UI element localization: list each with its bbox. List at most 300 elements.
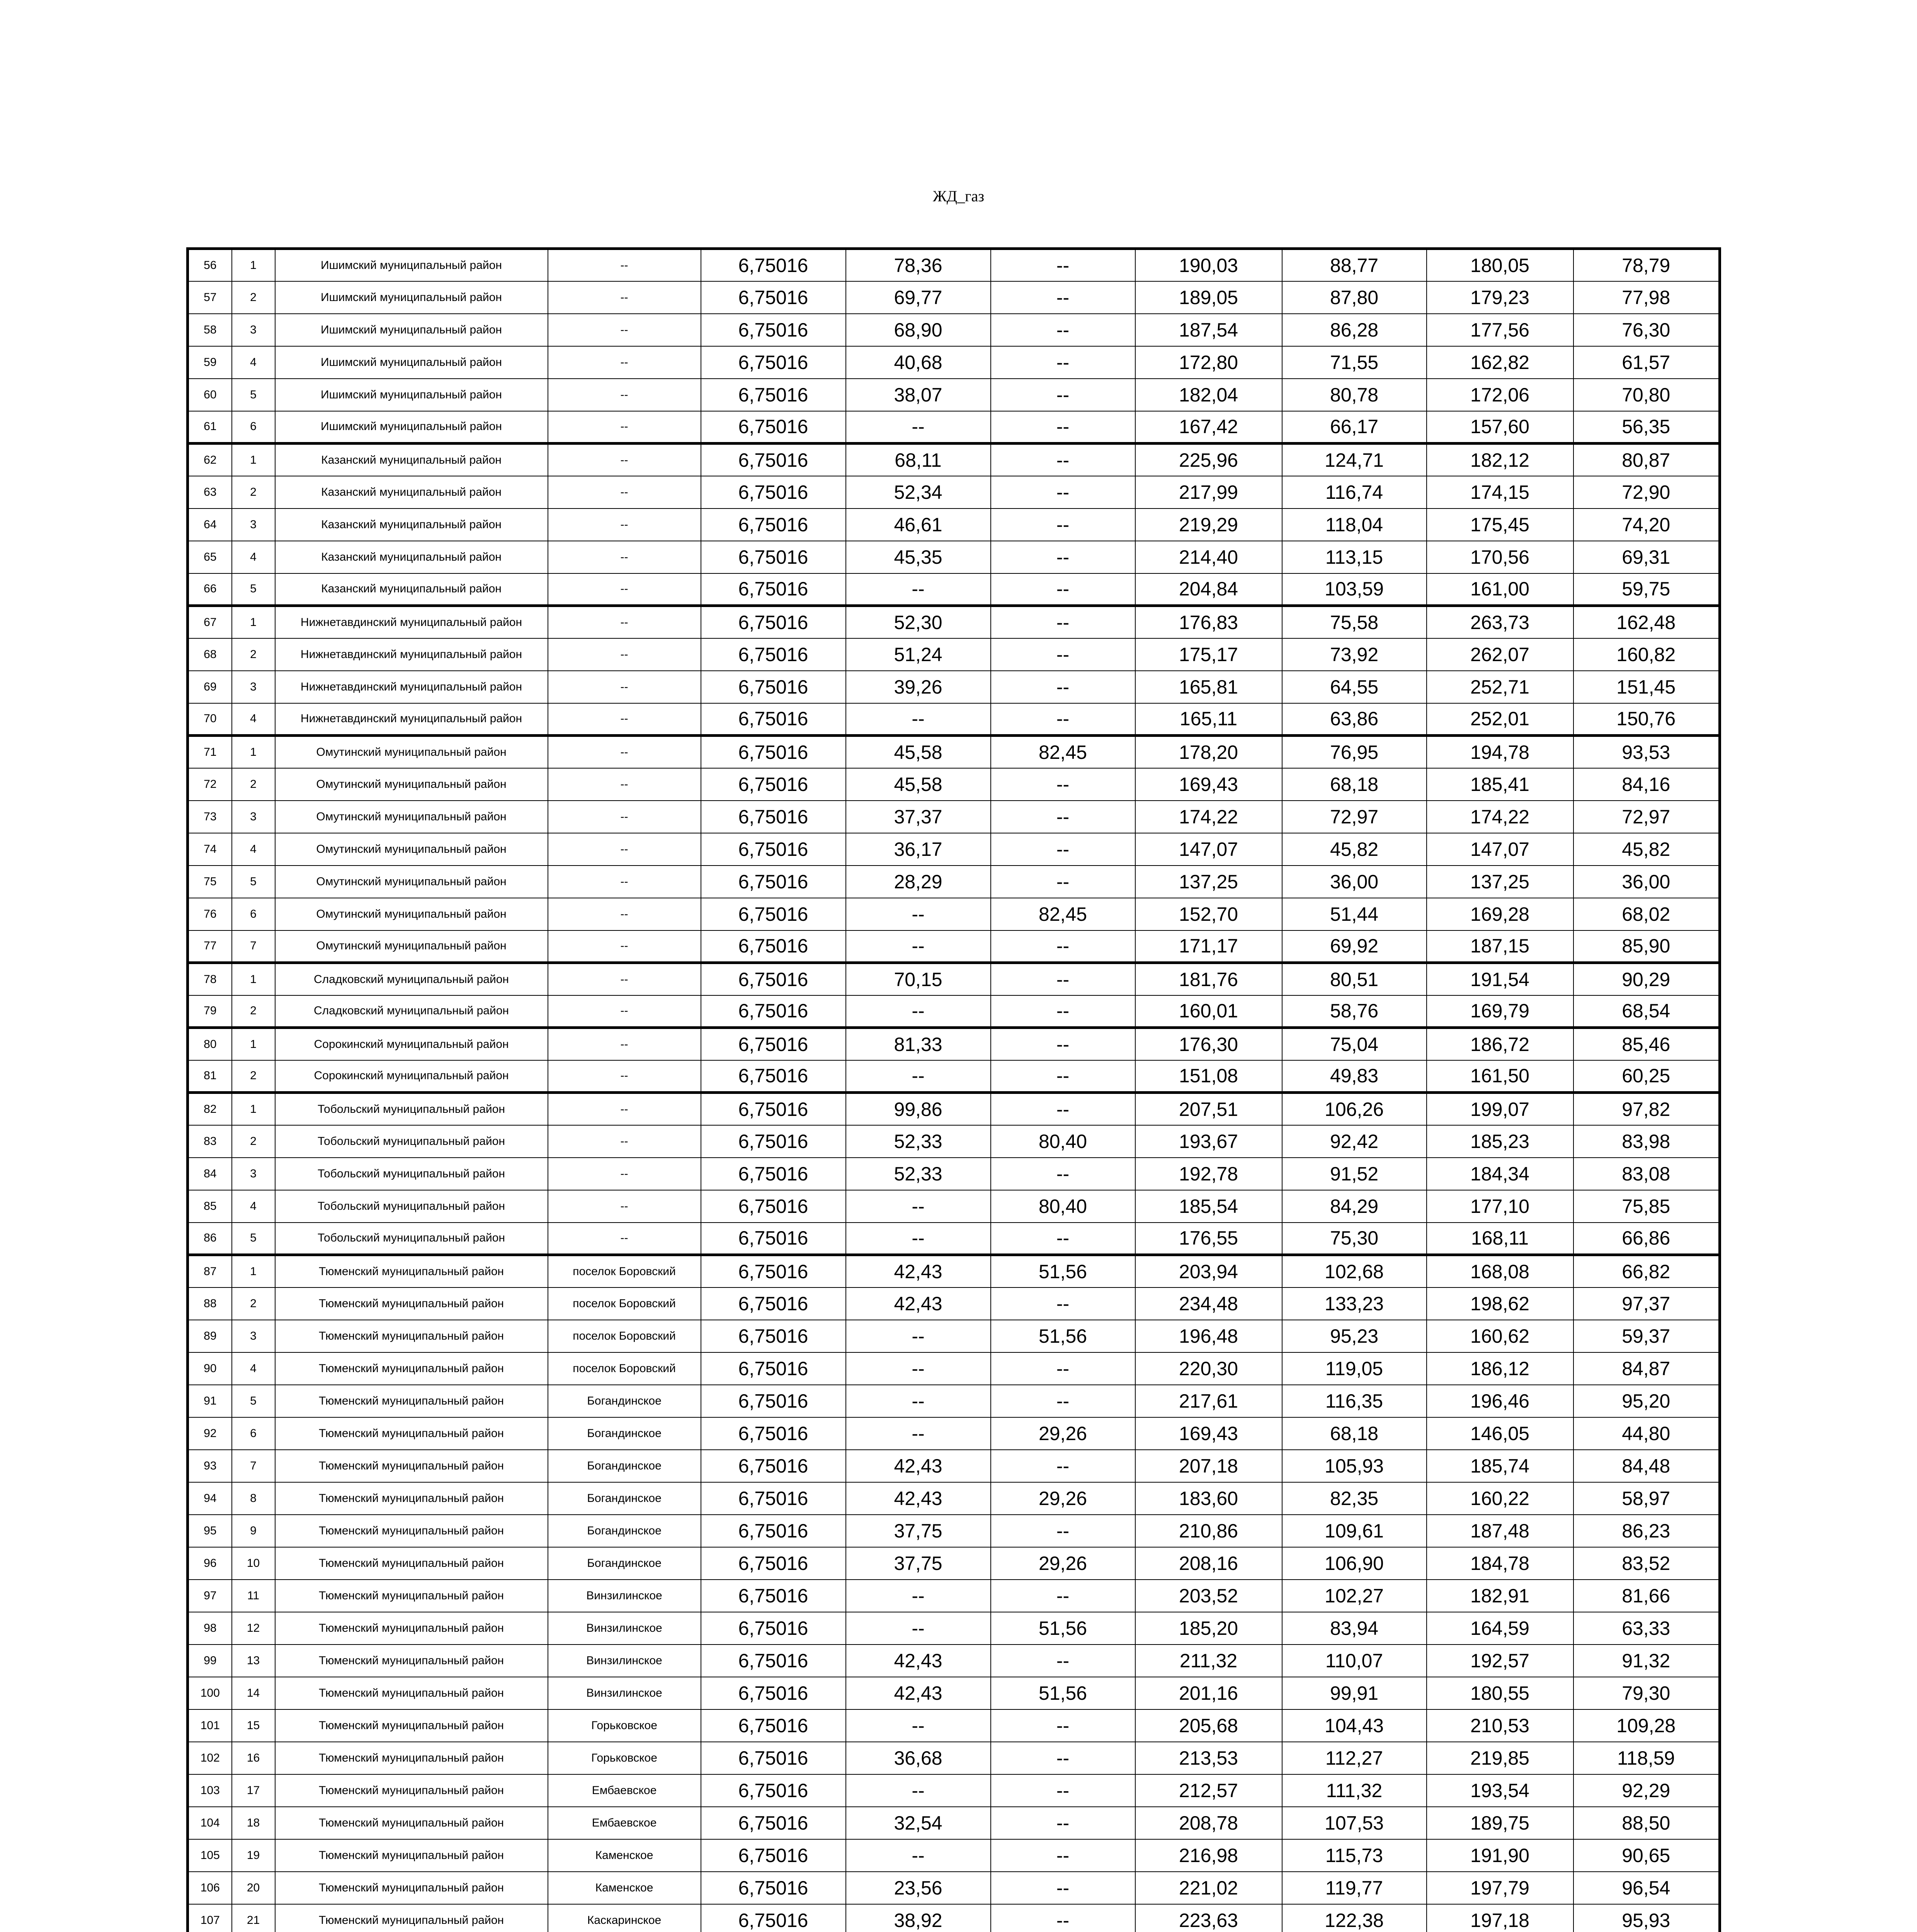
cell-district-name: Тюменский муниципальный район (275, 1547, 548, 1580)
cell-value-2: -- (991, 703, 1135, 736)
cell-value-4: 103,59 (1282, 573, 1427, 606)
cell-value-2: 29,26 (991, 1417, 1135, 1450)
cell-settlement-name: -- (548, 541, 701, 573)
cell-value-3: 189,05 (1135, 281, 1282, 314)
cell-row-number: 63 (188, 476, 232, 509)
cell-value-4: 106,90 (1282, 1547, 1427, 1580)
cell-value-4: 80,51 (1282, 963, 1427, 995)
cell-value-6: 45,82 (1573, 833, 1720, 866)
cell-value-6: 84,16 (1573, 768, 1720, 801)
table-row (188, 1482, 1720, 1515)
cell-district-name: Тобольский муниципальный район (275, 1125, 548, 1158)
cell-row-number: 56 (188, 249, 232, 281)
cell-value-4: 45,82 (1282, 833, 1427, 866)
cell-value-5: 147,07 (1427, 833, 1573, 866)
cell-value-6: 85,90 (1573, 930, 1720, 963)
cell-value-3: 210,86 (1135, 1515, 1282, 1547)
cell-value-3: 193,67 (1135, 1125, 1282, 1158)
table-row (188, 703, 1720, 736)
cell-value-1: 52,30 (846, 606, 991, 638)
cell-row-number: 99 (188, 1645, 232, 1677)
cell-row-number: 81 (188, 1060, 232, 1093)
cell-value-3: 147,07 (1135, 833, 1282, 866)
cell-group-index: 3 (232, 671, 275, 703)
table-row (188, 1060, 1720, 1093)
cell-rate-value: 6,75016 (701, 1060, 846, 1093)
cell-value-3: 205,68 (1135, 1709, 1282, 1742)
cell-group-index: 14 (232, 1677, 275, 1709)
cell-settlement-name: -- (548, 1223, 701, 1255)
cell-district-name: Тобольский муниципальный район (275, 1190, 548, 1223)
cell-group-index: 4 (232, 541, 275, 573)
cell-group-index: 8 (232, 1482, 275, 1515)
cell-value-1: -- (846, 1320, 991, 1352)
cell-group-index: 5 (232, 866, 275, 898)
cell-value-2: -- (991, 1287, 1135, 1320)
cell-settlement-name: Богандинское (548, 1417, 701, 1450)
cell-value-4: 69,92 (1282, 930, 1427, 963)
cell-settlement-name: Ембаевское (548, 1774, 701, 1807)
cell-value-1: 51,24 (846, 638, 991, 671)
cell-value-2: -- (991, 995, 1135, 1028)
cell-value-6: 150,76 (1573, 703, 1720, 736)
cell-value-5: 187,15 (1427, 930, 1573, 963)
table-row (188, 476, 1720, 509)
cell-rate-value: 6,75016 (701, 1482, 846, 1515)
cell-value-2: -- (991, 379, 1135, 411)
table-row (188, 1774, 1720, 1807)
cell-value-1: -- (846, 898, 991, 930)
table-row (188, 638, 1720, 671)
cell-value-3: 216,98 (1135, 1839, 1282, 1872)
cell-value-3: 172,80 (1135, 346, 1282, 379)
cell-value-1: -- (846, 1060, 991, 1093)
cell-value-2: -- (991, 1028, 1135, 1060)
cell-district-name: Тюменский муниципальный район (275, 1612, 548, 1645)
cell-district-name: Тюменский муниципальный район (275, 1872, 548, 1904)
cell-value-1: -- (846, 1417, 991, 1450)
table-row (188, 606, 1720, 638)
cell-settlement-name: -- (548, 346, 701, 379)
cell-value-5: 180,05 (1427, 249, 1573, 281)
cell-value-2: -- (991, 768, 1135, 801)
cell-value-6: 160,82 (1573, 638, 1720, 671)
cell-value-5: 174,22 (1427, 801, 1573, 833)
cell-row-number: 73 (188, 801, 232, 833)
cell-settlement-name: -- (548, 995, 701, 1028)
cell-value-2: -- (991, 1450, 1135, 1482)
cell-settlement-name: поселок Боровский (548, 1287, 701, 1320)
table-row (188, 671, 1720, 703)
cell-district-name: Тюменский муниципальный район (275, 1807, 548, 1839)
cell-value-3: 167,42 (1135, 411, 1282, 444)
cell-value-6: 69,31 (1573, 541, 1720, 573)
table-row (188, 379, 1720, 411)
cell-value-5: 174,15 (1427, 476, 1573, 509)
cell-value-1: -- (846, 1774, 991, 1807)
cell-value-1: 37,75 (846, 1515, 991, 1547)
cell-row-number: 106 (188, 1872, 232, 1904)
cell-value-6: 68,02 (1573, 898, 1720, 930)
cell-group-index: 1 (232, 1028, 275, 1060)
table-row (188, 1028, 1720, 1060)
cell-value-5: 168,08 (1427, 1255, 1573, 1287)
cell-value-3: 178,20 (1135, 736, 1282, 768)
cell-value-5: 185,74 (1427, 1450, 1573, 1482)
cell-rate-value: 6,75016 (701, 1677, 846, 1709)
cell-value-4: 84,29 (1282, 1190, 1427, 1223)
table-row (188, 541, 1720, 573)
table-row (188, 995, 1720, 1028)
cell-value-3: 219,29 (1135, 509, 1282, 541)
cell-value-6: 97,37 (1573, 1287, 1720, 1320)
cell-value-2: 51,56 (991, 1255, 1135, 1287)
cell-value-4: 72,97 (1282, 801, 1427, 833)
cell-district-name: Омутинский муниципальный район (275, 833, 548, 866)
cell-settlement-name: -- (548, 1190, 701, 1223)
cell-row-number: 77 (188, 930, 232, 963)
cell-settlement-name: -- (548, 411, 701, 444)
cell-value-3: 165,81 (1135, 671, 1282, 703)
cell-value-2: -- (991, 1093, 1135, 1125)
cell-rate-value: 6,75016 (701, 476, 846, 509)
cell-district-name: Ишимский муниципальный район (275, 346, 548, 379)
cell-group-index: 13 (232, 1645, 275, 1677)
cell-row-number: 80 (188, 1028, 232, 1060)
cell-value-1: 42,43 (846, 1255, 991, 1287)
cell-settlement-name: -- (548, 898, 701, 930)
cell-value-3: 201,16 (1135, 1677, 1282, 1709)
cell-row-number: 66 (188, 573, 232, 606)
cell-value-3: 187,54 (1135, 314, 1282, 346)
cell-settlement-name: поселок Боровский (548, 1320, 701, 1352)
cell-district-name: Нижнетавдинский муниципальный район (275, 671, 548, 703)
cell-settlement-name: Каменское (548, 1872, 701, 1904)
cell-value-6: 72,90 (1573, 476, 1720, 509)
cell-district-name: Омутинский муниципальный район (275, 801, 548, 833)
cell-value-5: 197,18 (1427, 1904, 1573, 1932)
cell-value-6: 95,20 (1573, 1385, 1720, 1417)
cell-settlement-name: Горьковское (548, 1709, 701, 1742)
cell-group-index: 1 (232, 444, 275, 476)
cell-value-5: 198,62 (1427, 1287, 1573, 1320)
cell-value-3: 214,40 (1135, 541, 1282, 573)
cell-value-6: 66,86 (1573, 1223, 1720, 1255)
table-row (188, 1450, 1720, 1482)
cell-value-2: 51,56 (991, 1320, 1135, 1352)
cell-value-6: 36,00 (1573, 866, 1720, 898)
cell-value-4: 116,35 (1282, 1385, 1427, 1417)
cell-value-2: 51,56 (991, 1677, 1135, 1709)
table-row (188, 1580, 1720, 1612)
cell-value-2: -- (991, 1385, 1135, 1417)
cell-rate-value: 6,75016 (701, 1158, 846, 1190)
cell-value-5: 172,06 (1427, 379, 1573, 411)
cell-value-1: -- (846, 1612, 991, 1645)
cell-value-4: 51,44 (1282, 898, 1427, 930)
table-row (188, 1190, 1720, 1223)
cell-value-3: 207,51 (1135, 1093, 1282, 1125)
cell-value-1: 46,61 (846, 509, 991, 541)
cell-value-1: -- (846, 411, 991, 444)
cell-row-number: 64 (188, 509, 232, 541)
cell-group-index: 5 (232, 1385, 275, 1417)
cell-value-2: -- (991, 1223, 1135, 1255)
cell-row-number: 103 (188, 1774, 232, 1807)
cell-rate-value: 6,75016 (701, 281, 846, 314)
cell-rate-value: 6,75016 (701, 346, 846, 379)
cell-rate-value: 6,75016 (701, 736, 846, 768)
cell-district-name: Тюменский муниципальный район (275, 1482, 548, 1515)
cell-value-6: 109,28 (1573, 1709, 1720, 1742)
table-row (188, 1255, 1720, 1287)
cell-value-4: 76,95 (1282, 736, 1427, 768)
cell-group-index: 2 (232, 768, 275, 801)
cell-value-4: 82,35 (1282, 1482, 1427, 1515)
cell-settlement-name: Каскаринское (548, 1904, 701, 1932)
cell-value-6: 84,87 (1573, 1352, 1720, 1385)
cell-value-3: 204,84 (1135, 573, 1282, 606)
cell-group-index: 7 (232, 930, 275, 963)
cell-value-3: 212,57 (1135, 1774, 1282, 1807)
cell-settlement-name: Богандинское (548, 1385, 701, 1417)
cell-value-5: 162,82 (1427, 346, 1573, 379)
cell-value-3: 165,11 (1135, 703, 1282, 736)
cell-rate-value: 6,75016 (701, 1612, 846, 1645)
cell-district-name: Ишимский муниципальный район (275, 281, 548, 314)
cell-value-1: 78,36 (846, 249, 991, 281)
cell-row-number: 74 (188, 833, 232, 866)
table-row (188, 1709, 1720, 1742)
cell-row-number: 85 (188, 1190, 232, 1223)
cell-value-3: 192,78 (1135, 1158, 1282, 1190)
cell-value-6: 90,65 (1573, 1839, 1720, 1872)
cell-value-3: 176,83 (1135, 606, 1282, 638)
cell-value-1: 81,33 (846, 1028, 991, 1060)
cell-value-2: -- (991, 1352, 1135, 1385)
cell-value-1: -- (846, 1839, 991, 1872)
cell-row-number: 88 (188, 1287, 232, 1320)
cell-value-2: -- (991, 281, 1135, 314)
cell-settlement-name: Винзилинское (548, 1677, 701, 1709)
table-row (188, 411, 1720, 444)
cell-value-1: 68,90 (846, 314, 991, 346)
cell-value-5: 252,71 (1427, 671, 1573, 703)
cell-value-3: 137,25 (1135, 866, 1282, 898)
cell-row-number: 94 (188, 1482, 232, 1515)
cell-value-1: -- (846, 1190, 991, 1223)
cell-rate-value: 6,75016 (701, 1093, 846, 1125)
cell-district-name: Тюменский муниципальный район (275, 1320, 548, 1352)
cell-value-2: -- (991, 606, 1135, 638)
cell-district-name: Ишимский муниципальный район (275, 379, 548, 411)
cell-value-2: 29,26 (991, 1482, 1135, 1515)
cell-row-number: 95 (188, 1515, 232, 1547)
cell-value-2: -- (991, 1872, 1135, 1904)
cell-district-name: Тюменский муниципальный район (275, 1255, 548, 1287)
cell-settlement-name: -- (548, 1158, 701, 1190)
cell-district-name: Казанский муниципальный район (275, 509, 548, 541)
cell-value-5: 161,00 (1427, 573, 1573, 606)
cell-rate-value: 6,75016 (701, 833, 846, 866)
cell-value-5: 199,07 (1427, 1093, 1573, 1125)
cell-group-index: 4 (232, 833, 275, 866)
cell-value-4: 124,71 (1282, 444, 1427, 476)
cell-settlement-name: -- (548, 833, 701, 866)
cell-value-4: 75,04 (1282, 1028, 1427, 1060)
table-row (188, 1612, 1720, 1645)
cell-value-4: 80,78 (1282, 379, 1427, 411)
cell-value-2: -- (991, 1709, 1135, 1742)
cell-settlement-name: Винзилинское (548, 1645, 701, 1677)
table-row (188, 1385, 1720, 1417)
cell-row-number: 65 (188, 541, 232, 573)
cell-row-number: 76 (188, 898, 232, 930)
cell-rate-value: 6,75016 (701, 411, 846, 444)
cell-group-index: 4 (232, 1352, 275, 1385)
table-row (188, 1125, 1720, 1158)
table-row (188, 1547, 1720, 1580)
cell-value-6: 80,87 (1573, 444, 1720, 476)
cell-value-2: -- (991, 573, 1135, 606)
cell-group-index: 1 (232, 963, 275, 995)
cell-value-5: 169,79 (1427, 995, 1573, 1028)
cell-value-1: 68,11 (846, 444, 991, 476)
cell-value-6: 59,75 (1573, 573, 1720, 606)
cell-row-number: 100 (188, 1677, 232, 1709)
cell-rate-value: 6,75016 (701, 444, 846, 476)
cell-group-index: 2 (232, 476, 275, 509)
cell-group-index: 3 (232, 509, 275, 541)
cell-value-2: -- (991, 833, 1135, 866)
table-row (188, 573, 1720, 606)
cell-value-4: 115,73 (1282, 1839, 1427, 1872)
cell-value-6: 83,98 (1573, 1125, 1720, 1158)
cell-district-name: Тюменский муниципальный район (275, 1742, 548, 1774)
cell-value-2: -- (991, 1807, 1135, 1839)
cell-group-index: 17 (232, 1774, 275, 1807)
cell-row-number: 78 (188, 963, 232, 995)
cell-row-number: 86 (188, 1223, 232, 1255)
cell-value-4: 87,80 (1282, 281, 1427, 314)
table-row (188, 1807, 1720, 1839)
cell-group-index: 15 (232, 1709, 275, 1742)
cell-settlement-name: -- (548, 281, 701, 314)
cell-value-2: 82,45 (991, 898, 1135, 930)
cell-value-5: 191,54 (1427, 963, 1573, 995)
cell-settlement-name: Винзилинское (548, 1580, 701, 1612)
cell-rate-value: 6,75016 (701, 1450, 846, 1482)
cell-group-index: 1 (232, 249, 275, 281)
cell-value-1: 42,43 (846, 1450, 991, 1482)
cell-value-1: 45,58 (846, 736, 991, 768)
cell-district-name: Тобольский муниципальный район (275, 1223, 548, 1255)
cell-value-1: -- (846, 1709, 991, 1742)
cell-value-3: 211,32 (1135, 1645, 1282, 1677)
cell-settlement-name: Каменское (548, 1839, 701, 1872)
cell-row-number: 107 (188, 1904, 232, 1932)
cell-value-1: -- (846, 930, 991, 963)
cell-row-number: 98 (188, 1612, 232, 1645)
cell-value-6: 60,25 (1573, 1060, 1720, 1093)
cell-settlement-name: -- (548, 801, 701, 833)
cell-group-index: 6 (232, 898, 275, 930)
cell-row-number: 87 (188, 1255, 232, 1287)
cell-group-index: 2 (232, 638, 275, 671)
cell-district-name: Ишимский муниципальный район (275, 314, 548, 346)
cell-value-5: 192,57 (1427, 1645, 1573, 1677)
cell-value-1: 52,34 (846, 476, 991, 509)
cell-value-5: 170,56 (1427, 541, 1573, 573)
cell-value-5: 137,25 (1427, 866, 1573, 898)
cell-value-5: 191,90 (1427, 1839, 1573, 1872)
cell-settlement-name: Богандинское (548, 1515, 701, 1547)
cell-row-number: 60 (188, 379, 232, 411)
cell-row-number: 62 (188, 444, 232, 476)
cell-value-4: 66,17 (1282, 411, 1427, 444)
cell-value-1: 23,56 (846, 1872, 991, 1904)
cell-row-number: 93 (188, 1450, 232, 1482)
cell-value-1: 42,43 (846, 1645, 991, 1677)
cell-row-number: 84 (188, 1158, 232, 1190)
cell-group-index: 19 (232, 1839, 275, 1872)
cell-settlement-name: -- (548, 671, 701, 703)
cell-value-4: 68,18 (1282, 768, 1427, 801)
cell-rate-value: 6,75016 (701, 379, 846, 411)
cell-district-name: Нижнетавдинский муниципальный район (275, 606, 548, 638)
cell-group-index: 2 (232, 1060, 275, 1093)
cell-value-1: 45,58 (846, 768, 991, 801)
cell-value-2: -- (991, 1645, 1135, 1677)
cell-group-index: 2 (232, 995, 275, 1028)
cell-value-4: 36,00 (1282, 866, 1427, 898)
cell-group-index: 9 (232, 1515, 275, 1547)
cell-group-index: 3 (232, 801, 275, 833)
cell-value-6: 93,53 (1573, 736, 1720, 768)
cell-value-3: 225,96 (1135, 444, 1282, 476)
cell-value-6: 76,30 (1573, 314, 1720, 346)
cell-settlement-name: поселок Боровский (548, 1255, 701, 1287)
cell-settlement-name: -- (548, 509, 701, 541)
cell-value-6: 81,66 (1573, 1580, 1720, 1612)
cell-settlement-name: Горьковское (548, 1742, 701, 1774)
cell-district-name: Казанский муниципальный район (275, 476, 548, 509)
cell-group-index: 3 (232, 314, 275, 346)
cell-row-number: 68 (188, 638, 232, 671)
cell-value-6: 92,29 (1573, 1774, 1720, 1807)
cell-value-4: 92,42 (1282, 1125, 1427, 1158)
cell-value-4: 58,76 (1282, 995, 1427, 1028)
cell-value-3: 175,17 (1135, 638, 1282, 671)
cell-value-5: 160,62 (1427, 1320, 1573, 1352)
cell-group-index: 20 (232, 1872, 275, 1904)
table-row (188, 1287, 1720, 1320)
cell-value-3: 208,16 (1135, 1547, 1282, 1580)
cell-value-4: 119,77 (1282, 1872, 1427, 1904)
cell-value-3: 185,54 (1135, 1190, 1282, 1223)
cell-value-6: 91,32 (1573, 1645, 1720, 1677)
cell-value-4: 122,38 (1282, 1904, 1427, 1932)
cell-value-5: 262,07 (1427, 638, 1573, 671)
cell-district-name: Омутинский муниципальный район (275, 930, 548, 963)
cell-value-5: 193,54 (1427, 1774, 1573, 1807)
table-row (188, 1515, 1720, 1547)
cell-row-number: 79 (188, 995, 232, 1028)
cell-value-5: 182,91 (1427, 1580, 1573, 1612)
cell-rate-value: 6,75016 (701, 1580, 846, 1612)
cell-settlement-name: -- (548, 768, 701, 801)
cell-value-6: 56,35 (1573, 411, 1720, 444)
